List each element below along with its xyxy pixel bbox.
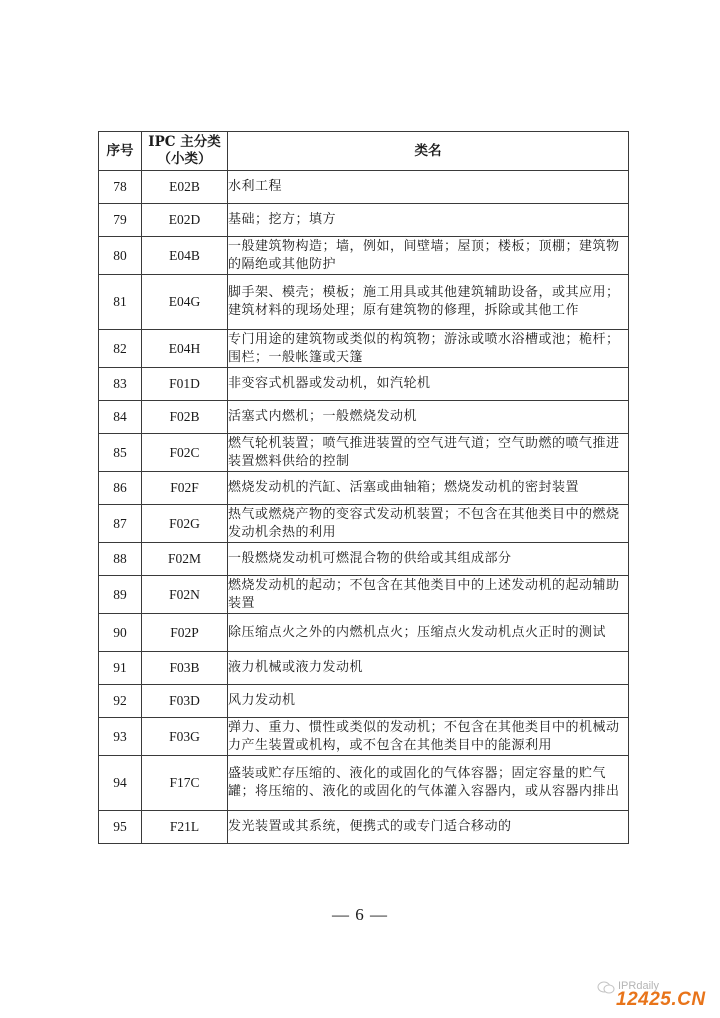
row-ipc-code: E04B (142, 237, 228, 275)
row-class-name: 燃气轮机装置；喷气推进装置的空气进气道；空气助燃的喷气推进装置燃料供给的控制 (228, 434, 629, 472)
row-class-name: 弹力、重力、惯性或类似的发动机；不包含在其他类目中的机械动力产生装置或机构，或不包含在其他类目中的能源利用 (228, 718, 629, 756)
row-class-name: 液力机械或液力发动机 (228, 652, 629, 685)
row-class-name: 发光装置或其系统，便携式的或专门适合移动的 (228, 811, 629, 844)
row-serial-number: 79 (99, 204, 142, 237)
row-class-name: 专门用途的建筑物或类似的构筑物；游泳或喷水浴槽或池；桅杆；围栏；一般帐篷或天篷 (228, 330, 629, 368)
wechat-icon (597, 981, 615, 994)
row-serial-number: 84 (99, 401, 142, 434)
row-ipc-code: F02C (142, 434, 228, 472)
row-ipc-code: E02B (142, 171, 228, 204)
row-ipc-code: F02G (142, 505, 228, 543)
row-class-name: 脚手架、模壳；模板；施工用具或其他建筑辅助设备，或其应用；建筑材料的现场处理；原有建筑物的修理，拆除或其他工作 (228, 275, 629, 330)
row-ipc-code: F02B (142, 401, 228, 434)
row-class-name: 活塞式内燃机；一般燃烧发动机 (228, 401, 629, 434)
table-row (99, 718, 629, 756)
row-ipc-code: E02D (142, 204, 228, 237)
row-serial-number: 92 (99, 685, 142, 718)
table-row (99, 505, 629, 543)
row-class-name: 除压缩点火之外的内燃机点火；压缩点火发动机点火正时的测试 (228, 614, 629, 652)
ipc-classification-table (98, 131, 629, 844)
row-serial-number: 91 (99, 652, 142, 685)
row-serial-number: 80 (99, 237, 142, 275)
table-row (99, 543, 629, 576)
table-header-row (99, 132, 629, 171)
row-serial-number: 95 (99, 811, 142, 844)
row-ipc-code: E04H (142, 330, 228, 368)
page-number: — 6 — (332, 905, 388, 924)
table-row (99, 576, 629, 614)
row-serial-number: 78 (99, 171, 142, 204)
row-ipc-code: F01D (142, 368, 228, 401)
row-class-name: 燃烧发动机的汽缸、活塞或曲轴箱；燃烧发动机的密封装置 (228, 472, 629, 505)
table-row (99, 401, 629, 434)
table-row (99, 811, 629, 844)
row-serial-number: 83 (99, 368, 142, 401)
table-row (99, 472, 629, 505)
row-class-name: 非变容式机器或发动机，如汽轮机 (228, 368, 629, 401)
row-class-name: 一般燃烧发动机可燃混合物的供给或其组成部分 (228, 543, 629, 576)
row-ipc-code: F02M (142, 543, 228, 576)
table-row (99, 368, 629, 401)
row-serial-number: 93 (99, 718, 142, 756)
row-class-name: 燃烧发动机的起动；不包含在其他类目中的上述发动机的起动辅助装置 (228, 576, 629, 614)
header-ipc-line2: （小类） (157, 151, 212, 167)
row-ipc-code: F03B (142, 652, 228, 685)
row-class-name: 盛装或贮存压缩的、液化的或固化的气体容器；固定容量的贮气罐；将压缩的、液化的或固化的气体灌入容器内，或从容器内排出 (228, 756, 629, 811)
table-row (99, 330, 629, 368)
table-row (99, 756, 629, 811)
row-serial-number: 85 (99, 434, 142, 472)
row-serial-number: 89 (99, 576, 142, 614)
row-serial-number: 87 (99, 505, 142, 543)
row-class-name: 水利工程 (228, 171, 629, 204)
row-serial-number: 86 (99, 472, 142, 505)
row-ipc-code: F03G (142, 718, 228, 756)
table-row (99, 275, 629, 330)
row-ipc-code: F02P (142, 614, 228, 652)
table-row (99, 614, 629, 652)
row-ipc-code: F02F (142, 472, 228, 505)
row-serial-number: 81 (99, 275, 142, 330)
header-ipc-line1: IPC 主分类 (148, 134, 221, 150)
row-ipc-code: F02N (142, 576, 228, 614)
table-row (99, 204, 629, 237)
row-ipc-code: F21L (142, 811, 228, 844)
watermark-brand: 12425.CN (616, 989, 706, 1010)
row-class-name: 一般建筑物构造；墙，例如，间壁墙；屋顶；楼板；顶棚；建筑物的隔绝或其他防护 (228, 237, 629, 275)
header-serial-number: 序号 (99, 132, 142, 171)
table-row (99, 685, 629, 718)
header-class-name: 类名 (228, 132, 629, 171)
row-serial-number: 88 (99, 543, 142, 576)
table-row (99, 171, 629, 204)
row-class-name: 热气或燃烧产物的变容式发动机装置；不包含在其他类目中的燃烧发动机余热的利用 (228, 505, 629, 543)
table-row (99, 434, 629, 472)
row-serial-number: 90 (99, 614, 142, 652)
row-serial-number: 94 (99, 756, 142, 811)
row-class-name: 风力发动机 (228, 685, 629, 718)
row-ipc-code: E04G (142, 275, 228, 330)
row-serial-number: 82 (99, 330, 142, 368)
header-ipc-main-class (142, 132, 228, 171)
row-ipc-code: F03D (142, 685, 228, 718)
row-ipc-code: F17C (142, 756, 228, 811)
row-class-name: 基础；挖方；填方 (228, 204, 629, 237)
table-row (99, 652, 629, 685)
table-row (99, 237, 629, 275)
watermark-account: IPRdaily (618, 980, 659, 992)
